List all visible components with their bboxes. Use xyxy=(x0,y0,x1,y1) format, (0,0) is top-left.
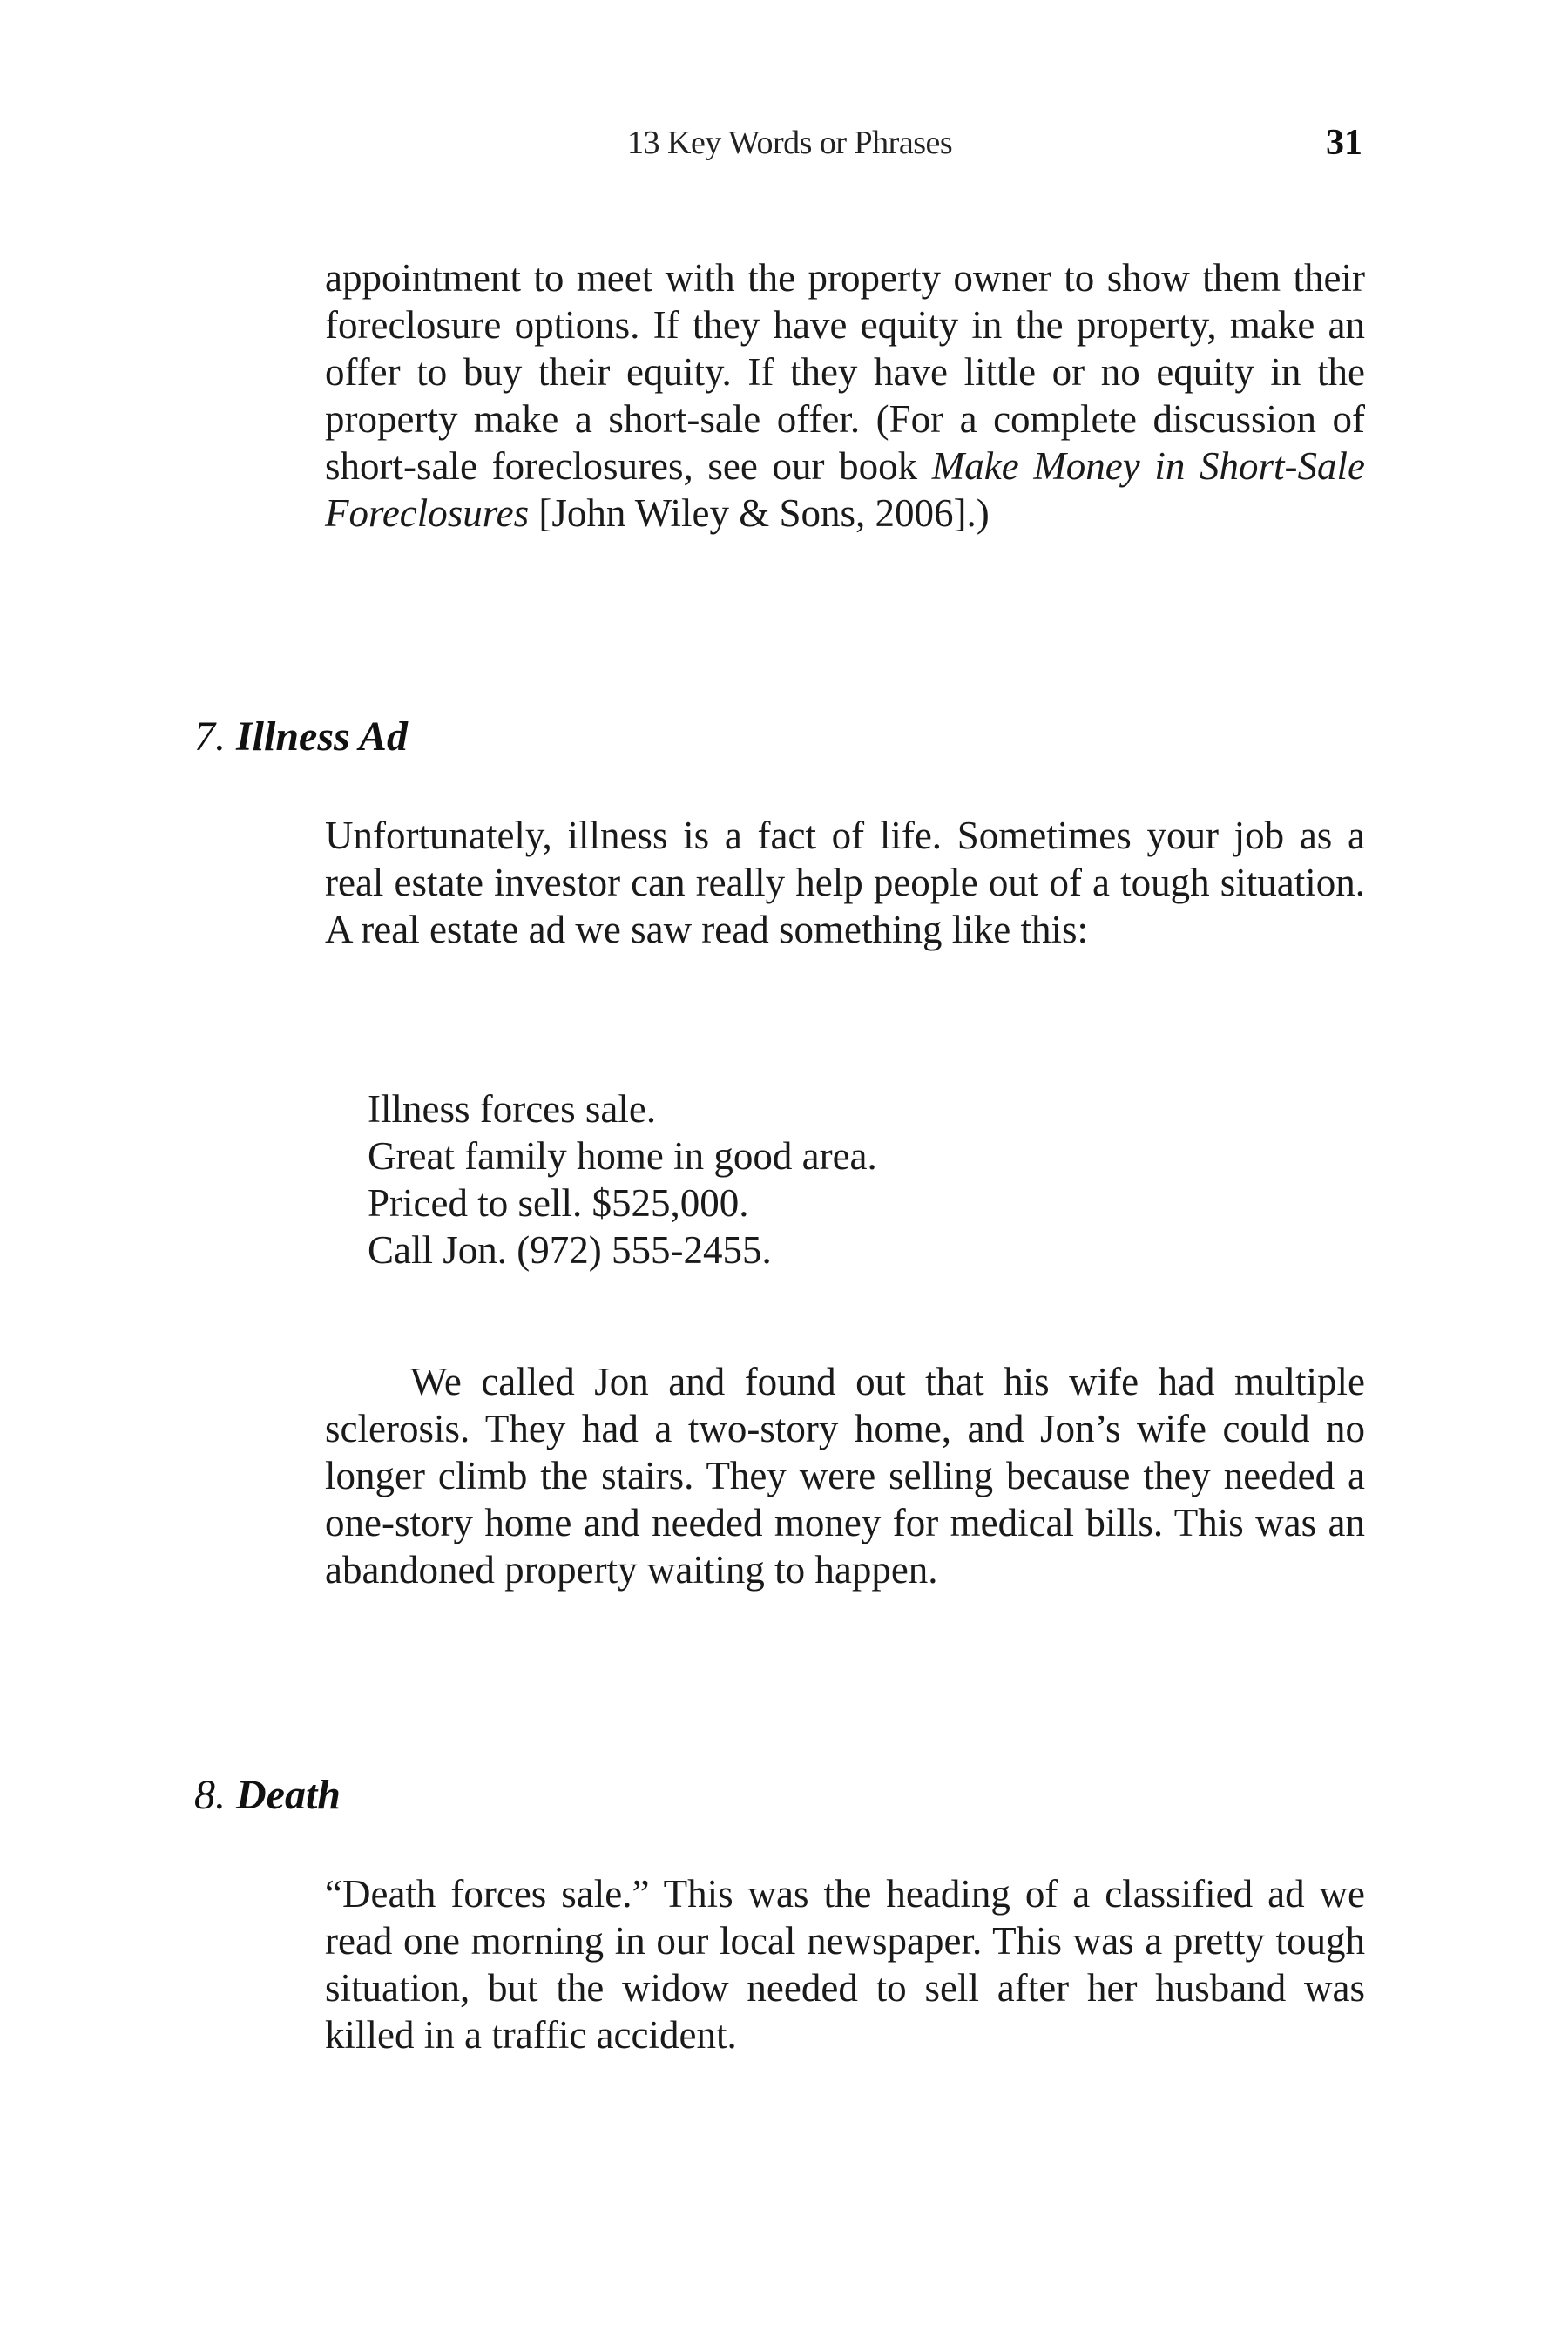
section-number: 8. xyxy=(194,1772,226,1818)
running-head xyxy=(0,124,1568,176)
ad-line: Illness forces sale. xyxy=(368,1087,657,1131)
ad-line: Call Jon. (972) 555-2455. xyxy=(368,1228,772,1272)
section-title: Illness Ad xyxy=(236,713,408,760)
section-heading-illness-ad xyxy=(194,713,408,760)
classified-ad-quote xyxy=(368,1085,1326,1274)
paragraph-text: appointment to meet with the property owner to show them their foreclosure options. If they have equity in the property, make an offer to buy their equity. If they have little or no equity in the property make a short-sale offer. (For a complete discussion of short-sale foreclosures, see our book xyxy=(325,256,1365,488)
page-number: 31 xyxy=(1326,123,1362,163)
paragraph-foreclosure-options xyxy=(325,254,1365,537)
book-title: Make Money in Short-Sale Foreclosures xyxy=(325,444,1366,535)
paragraph-death-intro: “Death forces sale.” This was the heading of a classified ad we read one morning in our local newspaper. This was a pretty tough situation, but the widow needed to sell after her husband was killed in a traffic accident. xyxy=(325,1872,1365,2057)
section-heading-death xyxy=(194,1771,341,1819)
section-number: 7. xyxy=(194,713,226,760)
paragraph-illness-intro: Unfortunately, illness is a fact of life. Sometimes your job as a real estate investor can really help people out of a tough situation. A real estate ad we saw read something like this: xyxy=(325,814,1365,951)
ad-line: Great family home in good area. xyxy=(368,1134,877,1178)
ad-line: Priced to sell. $525,000. xyxy=(368,1181,749,1225)
running-title: 13 Key Words or Phrases xyxy=(627,125,953,161)
section-title: Death xyxy=(236,1772,341,1818)
paragraph-jon-story: We called Jon and found out that his wife had multiple sclerosis. They had a two-story home, and Jon’s wife could no longer climb the stairs. They were selling because they needed a one-story home and needed money for medical bills. This was an abandoned property waiting to happen. xyxy=(325,1360,1365,1592)
paragraph-text-end: [John Wiley & Sons, 2006].) xyxy=(529,491,990,535)
